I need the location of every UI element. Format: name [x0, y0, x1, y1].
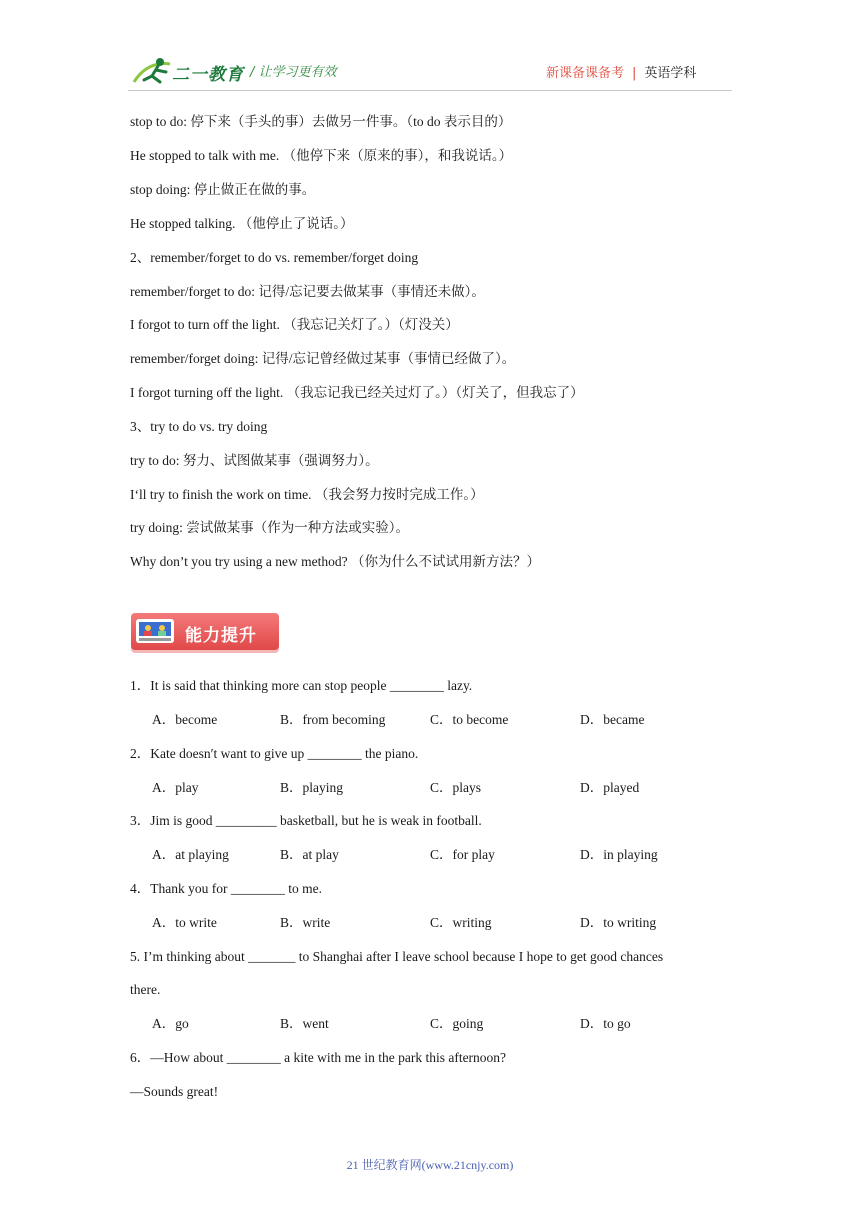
- note-line: try to do: 努力、试图做某事（强调努力）。: [130, 453, 379, 468]
- question-option: A．become: [152, 712, 218, 727]
- header-right: [546, 62, 696, 81]
- note-line: stop doing: 停止做正在做的事。: [130, 182, 316, 197]
- subject-label: 英语学科: [644, 66, 697, 81]
- header-separator: |: [632, 66, 637, 81]
- note-line: I forgot to turn off the light. （我忘记关灯了。）（灯没关）: [130, 317, 459, 332]
- question-option: D．to writing: [580, 915, 657, 930]
- logo-text: 二一教育: [172, 65, 244, 85]
- question-option: B．went: [280, 1016, 329, 1031]
- page-header: [0, 0, 860, 100]
- note-line: I forgot turning off the light. （我忘记我已经关过灯了。）（灯关了，但我忘了）: [130, 385, 584, 400]
- question-stem: 4．Thank you for ________ to me.: [130, 881, 322, 896]
- question-option: D．to go: [580, 1016, 631, 1031]
- question-option: A．go: [152, 1016, 189, 1031]
- question-option: C．plays: [430, 780, 482, 795]
- question-stem: 2．Kate doesn′t want to give up ________ the piano.: [130, 746, 419, 761]
- header-label: 新课备课备考: [546, 66, 625, 81]
- question-option: B．playing: [280, 780, 343, 795]
- question-option: A．play: [152, 780, 199, 795]
- note-line: 3、try to do vs. try doing: [130, 419, 268, 434]
- question-option: C．writing: [430, 915, 492, 930]
- question-stem: 1．It is said that thinking more can stop people ________ lazy.: [130, 678, 473, 693]
- page-footer: 21 世纪教育网(www.21cnjy.com): [346, 1158, 514, 1172]
- note-line: remember/forget doing: 记得/忘记曾经做过某事（事情已经做了）。: [130, 351, 516, 366]
- question-option: C．for play: [430, 847, 495, 862]
- question-option: D．in playing: [580, 847, 658, 862]
- question-option: A．to write: [152, 915, 217, 930]
- question-option: D．played: [580, 780, 640, 795]
- note-line: stop to do: 停下来（手头的事）去做另一件事。（to do 表示目的）: [130, 114, 512, 129]
- slogan: / 让学习更有效: [250, 65, 337, 80]
- note-line: He stopped to talk with me. （他停下来（原来的事），和我说话。）: [130, 148, 513, 163]
- note-line: I‘ll try to finish the work on time. （我会努力按时完成工作。）: [130, 487, 484, 502]
- note-line: 2、remember/forget to do vs. remember/forget doing: [130, 250, 419, 265]
- classroom-icon: [136, 619, 174, 643]
- question-stem: 3．Jim is good _________ basketball, but he is weak in football.: [130, 813, 482, 828]
- section-banner: [131, 613, 279, 650]
- note-line: He stopped talking. （他停止了说话。）: [130, 216, 354, 231]
- question-option: B．from becoming: [280, 712, 386, 727]
- question-option: B．write: [280, 915, 331, 930]
- question-stem: 6．—How about ________ a kite with me in the park this afternoon?: [130, 1050, 507, 1065]
- section-banner-label: 能力提升: [185, 626, 257, 646]
- question-stem: 5. I’m thinking about _______ to Shanghai after I leave school because I hope to get good chances: [130, 949, 664, 964]
- question-option: B．at play: [280, 847, 339, 862]
- question-option: C．going: [430, 1016, 484, 1031]
- question-stem-continued: —Sounds great!: [130, 1084, 219, 1099]
- note-line: remember/forget to do: 记得/忘记要去做某事（事情还未做）。: [130, 284, 485, 299]
- question-option: D．became: [580, 712, 645, 727]
- note-line: try doing: 尝试做某事（作为一种方法或实验）。: [130, 520, 409, 535]
- question-option: C．to become: [430, 712, 509, 727]
- header-divider: [128, 90, 732, 91]
- question-option: A．at playing: [152, 847, 229, 862]
- question-stem-continued: there.: [130, 982, 161, 997]
- note-line: Why don’t you try using a new method? （你为什么不试试用新方法？）: [130, 554, 540, 569]
